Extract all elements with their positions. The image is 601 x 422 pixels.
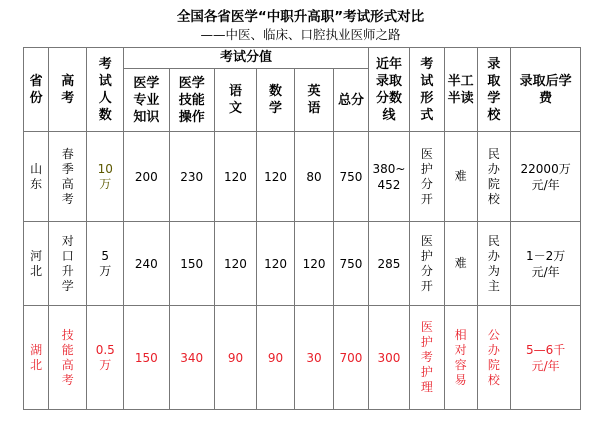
cell-chinese: 120 bbox=[214, 132, 256, 222]
header-med-skill: 医学技能操作 bbox=[169, 69, 214, 132]
cell-cutoff: 285 bbox=[368, 222, 409, 306]
cell-school: 民办院校 bbox=[477, 132, 511, 222]
cell-semi: 难 bbox=[444, 132, 477, 222]
cell-applicants: 0.5万 bbox=[87, 306, 124, 410]
table-row bbox=[24, 222, 581, 306]
header-applicants: 考试人数 bbox=[87, 48, 124, 132]
cell-province: 湖北 bbox=[24, 306, 49, 410]
cell-applicants: 10万 bbox=[87, 132, 124, 222]
cell-total: 750 bbox=[334, 222, 369, 306]
cell-english: 30 bbox=[295, 306, 334, 410]
header-total: 总分 bbox=[334, 69, 369, 132]
comparison-table bbox=[23, 47, 581, 410]
cell-school: 公办院校 bbox=[477, 306, 511, 410]
header-math: 数学 bbox=[257, 69, 295, 132]
cell-total: 700 bbox=[334, 306, 369, 410]
cell-english: 120 bbox=[295, 222, 334, 306]
cell-tuition: 1－2万 元/年 bbox=[511, 222, 581, 306]
cell-province: 山东 bbox=[24, 132, 49, 222]
header-cutoff: 近年录取分数线 bbox=[368, 48, 409, 132]
header-chinese: 语文 bbox=[214, 69, 256, 132]
cell-med-skill: 230 bbox=[169, 132, 214, 222]
header-tuition: 录取后学费 bbox=[511, 48, 581, 132]
header-semi: 半工半读 bbox=[444, 48, 477, 132]
cell-province: 河北 bbox=[24, 222, 49, 306]
table-row-highlight bbox=[24, 306, 581, 410]
header-english: 英语 bbox=[295, 69, 334, 132]
cell-tuition: 22000万 元/年 bbox=[511, 132, 581, 222]
cell-cutoff: 300 bbox=[368, 306, 409, 410]
header-exam: 高考 bbox=[49, 48, 87, 132]
cell-med-skill: 340 bbox=[169, 306, 214, 410]
cell-english: 80 bbox=[295, 132, 334, 222]
cell-math: 90 bbox=[257, 306, 295, 410]
header-row-1 bbox=[24, 48, 581, 69]
cell-format: 医护分开 bbox=[410, 222, 445, 306]
cell-format: 医护考护理 bbox=[410, 306, 445, 410]
header-med-prof: 医学专业知识 bbox=[124, 69, 169, 132]
cell-chinese: 90 bbox=[214, 306, 256, 410]
header-school: 录取学校 bbox=[477, 48, 511, 132]
cell-school: 民办为主 bbox=[477, 222, 511, 306]
cell-format: 医护分开 bbox=[410, 132, 445, 222]
cell-exam: 春季高考 bbox=[49, 132, 87, 222]
table-title: 全国各省医学“中职升高职”考试形式对比 bbox=[176, 9, 425, 25]
cell-chinese: 120 bbox=[214, 222, 256, 306]
cell-med-prof: 150 bbox=[124, 306, 169, 410]
cell-exam: 技能高考 bbox=[49, 306, 87, 410]
cell-med-prof: 200 bbox=[124, 132, 169, 222]
cell-exam: 对口升学 bbox=[49, 222, 87, 306]
table-row bbox=[24, 132, 581, 222]
table-subtitle: ——中医、临床、口腔执业医师之路 bbox=[200, 27, 401, 42]
cell-med-prof: 240 bbox=[124, 222, 169, 306]
cell-math: 120 bbox=[257, 222, 295, 306]
cell-semi: 难 bbox=[444, 222, 477, 306]
cell-math: 120 bbox=[257, 132, 295, 222]
cell-med-skill: 150 bbox=[169, 222, 214, 306]
cell-total: 750 bbox=[334, 132, 369, 222]
cell-applicants: 5万 bbox=[87, 222, 124, 306]
cell-tuition: 5—6千 元/年 bbox=[511, 306, 581, 410]
header-score-group: 考试分值 bbox=[124, 48, 369, 69]
header-format: 考试形式 bbox=[410, 48, 445, 132]
cell-cutoff: 380~ 452 bbox=[368, 132, 409, 222]
header-province: 省份 bbox=[24, 48, 49, 132]
cell-semi: 相对容易 bbox=[444, 306, 477, 410]
